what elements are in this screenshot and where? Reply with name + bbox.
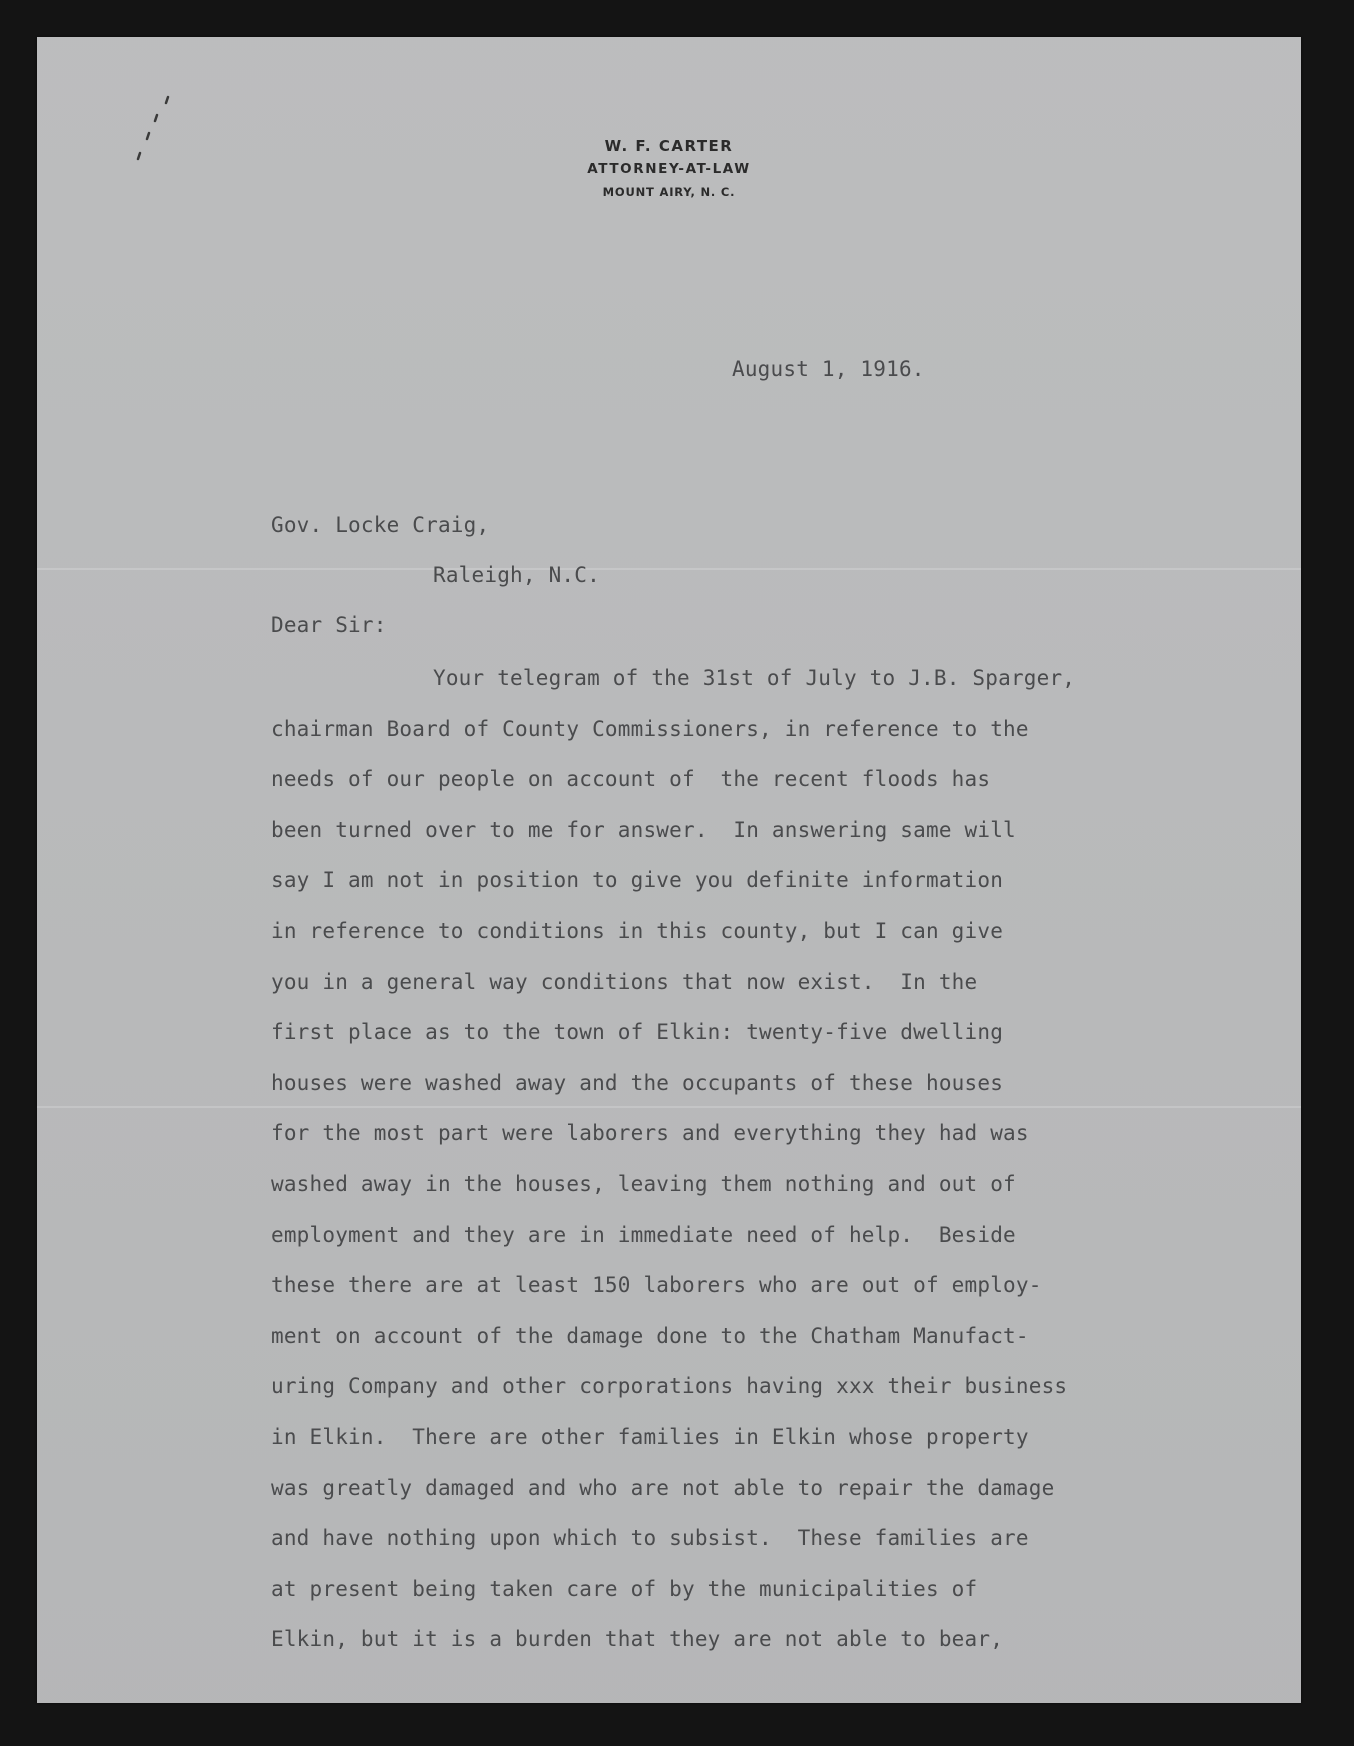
body-line: employment and they are in immediate need of help. Beside (271, 1222, 1016, 1247)
letter-body (271, 663, 1075, 1675)
body-line: first place as to the town of Elkin: twenty-five dwelling (271, 1020, 1004, 1045)
body-line: was greatly damaged and who are not able to repair the damage (271, 1475, 1055, 1500)
body-line: and have nothing upon which to subsist. These families are (271, 1526, 1029, 1551)
body-line: for the most part were laborers and everything they had was (271, 1121, 1029, 1146)
letter-page (37, 37, 1301, 1703)
salutation: Dear Sir: (271, 613, 387, 637)
body-line: in Elkin. There are other families in Elkin whose property (271, 1424, 1029, 1449)
body-line: uring Company and other corporations having xxx their business (271, 1374, 1068, 1399)
fold-crease-upper (37, 568, 1301, 570)
body-line: Your telegram of the 31st of July to J.B. Sparger, (433, 666, 1076, 690)
letterhead-name: W. F. CARTER (604, 137, 734, 155)
letter-date: August 1, 1916. (732, 357, 925, 381)
body-line: washed away in the houses, leaving them nothing and out of (271, 1171, 1016, 1196)
body-line: ment on account of the damage done to the Chatham Manufact- (271, 1323, 1029, 1348)
recipient-name: Gov. Locke Craig, (271, 513, 490, 537)
letterhead-city: MOUNT AIRY, N. C. (602, 185, 736, 199)
letterhead-title: ATTORNEY-AT-LAW (587, 161, 751, 177)
body-line: needs of our people on account of the recent floods has (271, 767, 991, 792)
body-line: Elkin, but it is a burden that they are not able to bear, (271, 1627, 1004, 1652)
body-line: in reference to conditions in this county, but I can give (271, 918, 1004, 943)
body-line: these there are at least 150 laborers who are out of employ- (271, 1273, 1042, 1298)
body-line: been turned over to me for answer. In answering same will (271, 817, 1016, 842)
letterhead (37, 135, 1301, 203)
recipient-city: Raleigh, N.C. (433, 563, 600, 587)
body-line: chairman Board of County Commissioners, in reference to the (271, 716, 1029, 741)
body-line: say I am not in position to give you definite information (271, 868, 1004, 893)
body-line: houses were washed away and the occupants of these houses (271, 1070, 1004, 1095)
body-line: at present being taken care of by the municipalities of (271, 1576, 978, 1601)
body-line: you in a general way conditions that now exist. In the (271, 969, 978, 994)
